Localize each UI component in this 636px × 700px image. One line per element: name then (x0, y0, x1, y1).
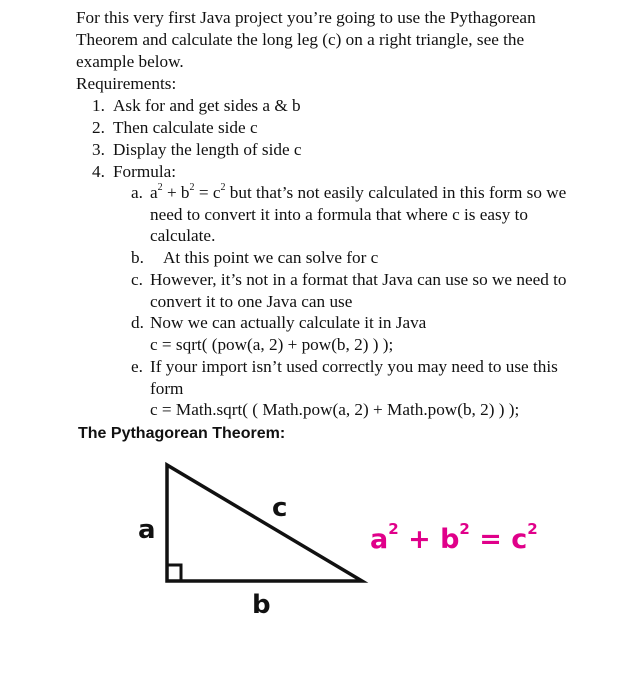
list-item-text: Formula: (113, 162, 177, 181)
sub-item-d (131, 312, 571, 355)
list-item-number: 3. (92, 140, 105, 159)
sub-item-text: At this point we can solve for c (163, 248, 379, 267)
sub-item-text: However, it’s not in a format that Java can use so we need to convert it to one Java can use (150, 270, 567, 311)
list-item-number: 4. (92, 162, 105, 181)
list-item (92, 139, 302, 161)
sub-item-c (131, 269, 571, 312)
sub-item-e (131, 356, 571, 421)
list-item-number: 1. (92, 96, 105, 115)
sub-item-text: Now we can actually calculate it in Java c = sqrt( (pow(a, 2) + pow(b, 2) ) ); (131, 312, 571, 355)
side-c-label: c (272, 493, 288, 523)
list-item-number: 2. (92, 118, 105, 137)
intro-paragraph: For this very first Java project you’re going to use the Pythagorean Theorem and calculate the long leg (c) on a right triangle, see the example below. (76, 8, 536, 71)
sub-item-letter: c. (131, 270, 143, 289)
pythagorean-figure (130, 455, 570, 630)
sub-item-a (131, 182, 571, 247)
requirements-heading: Requirements: (76, 74, 177, 93)
list-item-text: Display the length of side c (113, 140, 302, 159)
cropped-heading-fragment (76, 0, 156, 6)
sub-item-b (131, 247, 571, 269)
right-angle-marker (167, 565, 181, 581)
list-item (92, 95, 301, 117)
sub-item-letter: d. (131, 313, 144, 332)
theorem-title: The Pythagorean Theorem: (78, 425, 286, 442)
sub-item-letter: b. (131, 248, 144, 267)
list-item-text: Ask for and get sides a & b (113, 96, 301, 115)
list-item-text: Then calculate side c (113, 118, 258, 137)
sub-item-text: If your import isn’t used correctly you may need to use this form c = Math.sqrt( ( Math.pow(a, 2) + Math.pow(b, 2) ) ); (131, 356, 571, 421)
list-item (92, 117, 258, 139)
code-line: c = sqrt( (pow(a, 2) + pow(b, 2) ) ); (150, 334, 394, 354)
sub-item-text: $a^2 + b^2 = c^2$ but that’s not easily calculated in this form so we need to convert it into a formula that where c is easy to calculate. (150, 182, 567, 245)
side-b-label: b (252, 590, 271, 620)
sub-item-letter: a. (131, 183, 143, 202)
code-line: c = Math.sqrt( ( Math.pow(a, 2) + Math.pow(b, 2) ) ); (150, 400, 520, 419)
sub-item-letter: e. (131, 357, 143, 376)
side-a-label: a (138, 515, 156, 545)
inline-formula: $a^2 + b^2 = c^2$ (150, 182, 226, 202)
list-item (92, 161, 176, 183)
triangle-shape (167, 465, 362, 581)
pythagorean-formula: $a^2 + b^2 = c^2$ (370, 520, 538, 555)
